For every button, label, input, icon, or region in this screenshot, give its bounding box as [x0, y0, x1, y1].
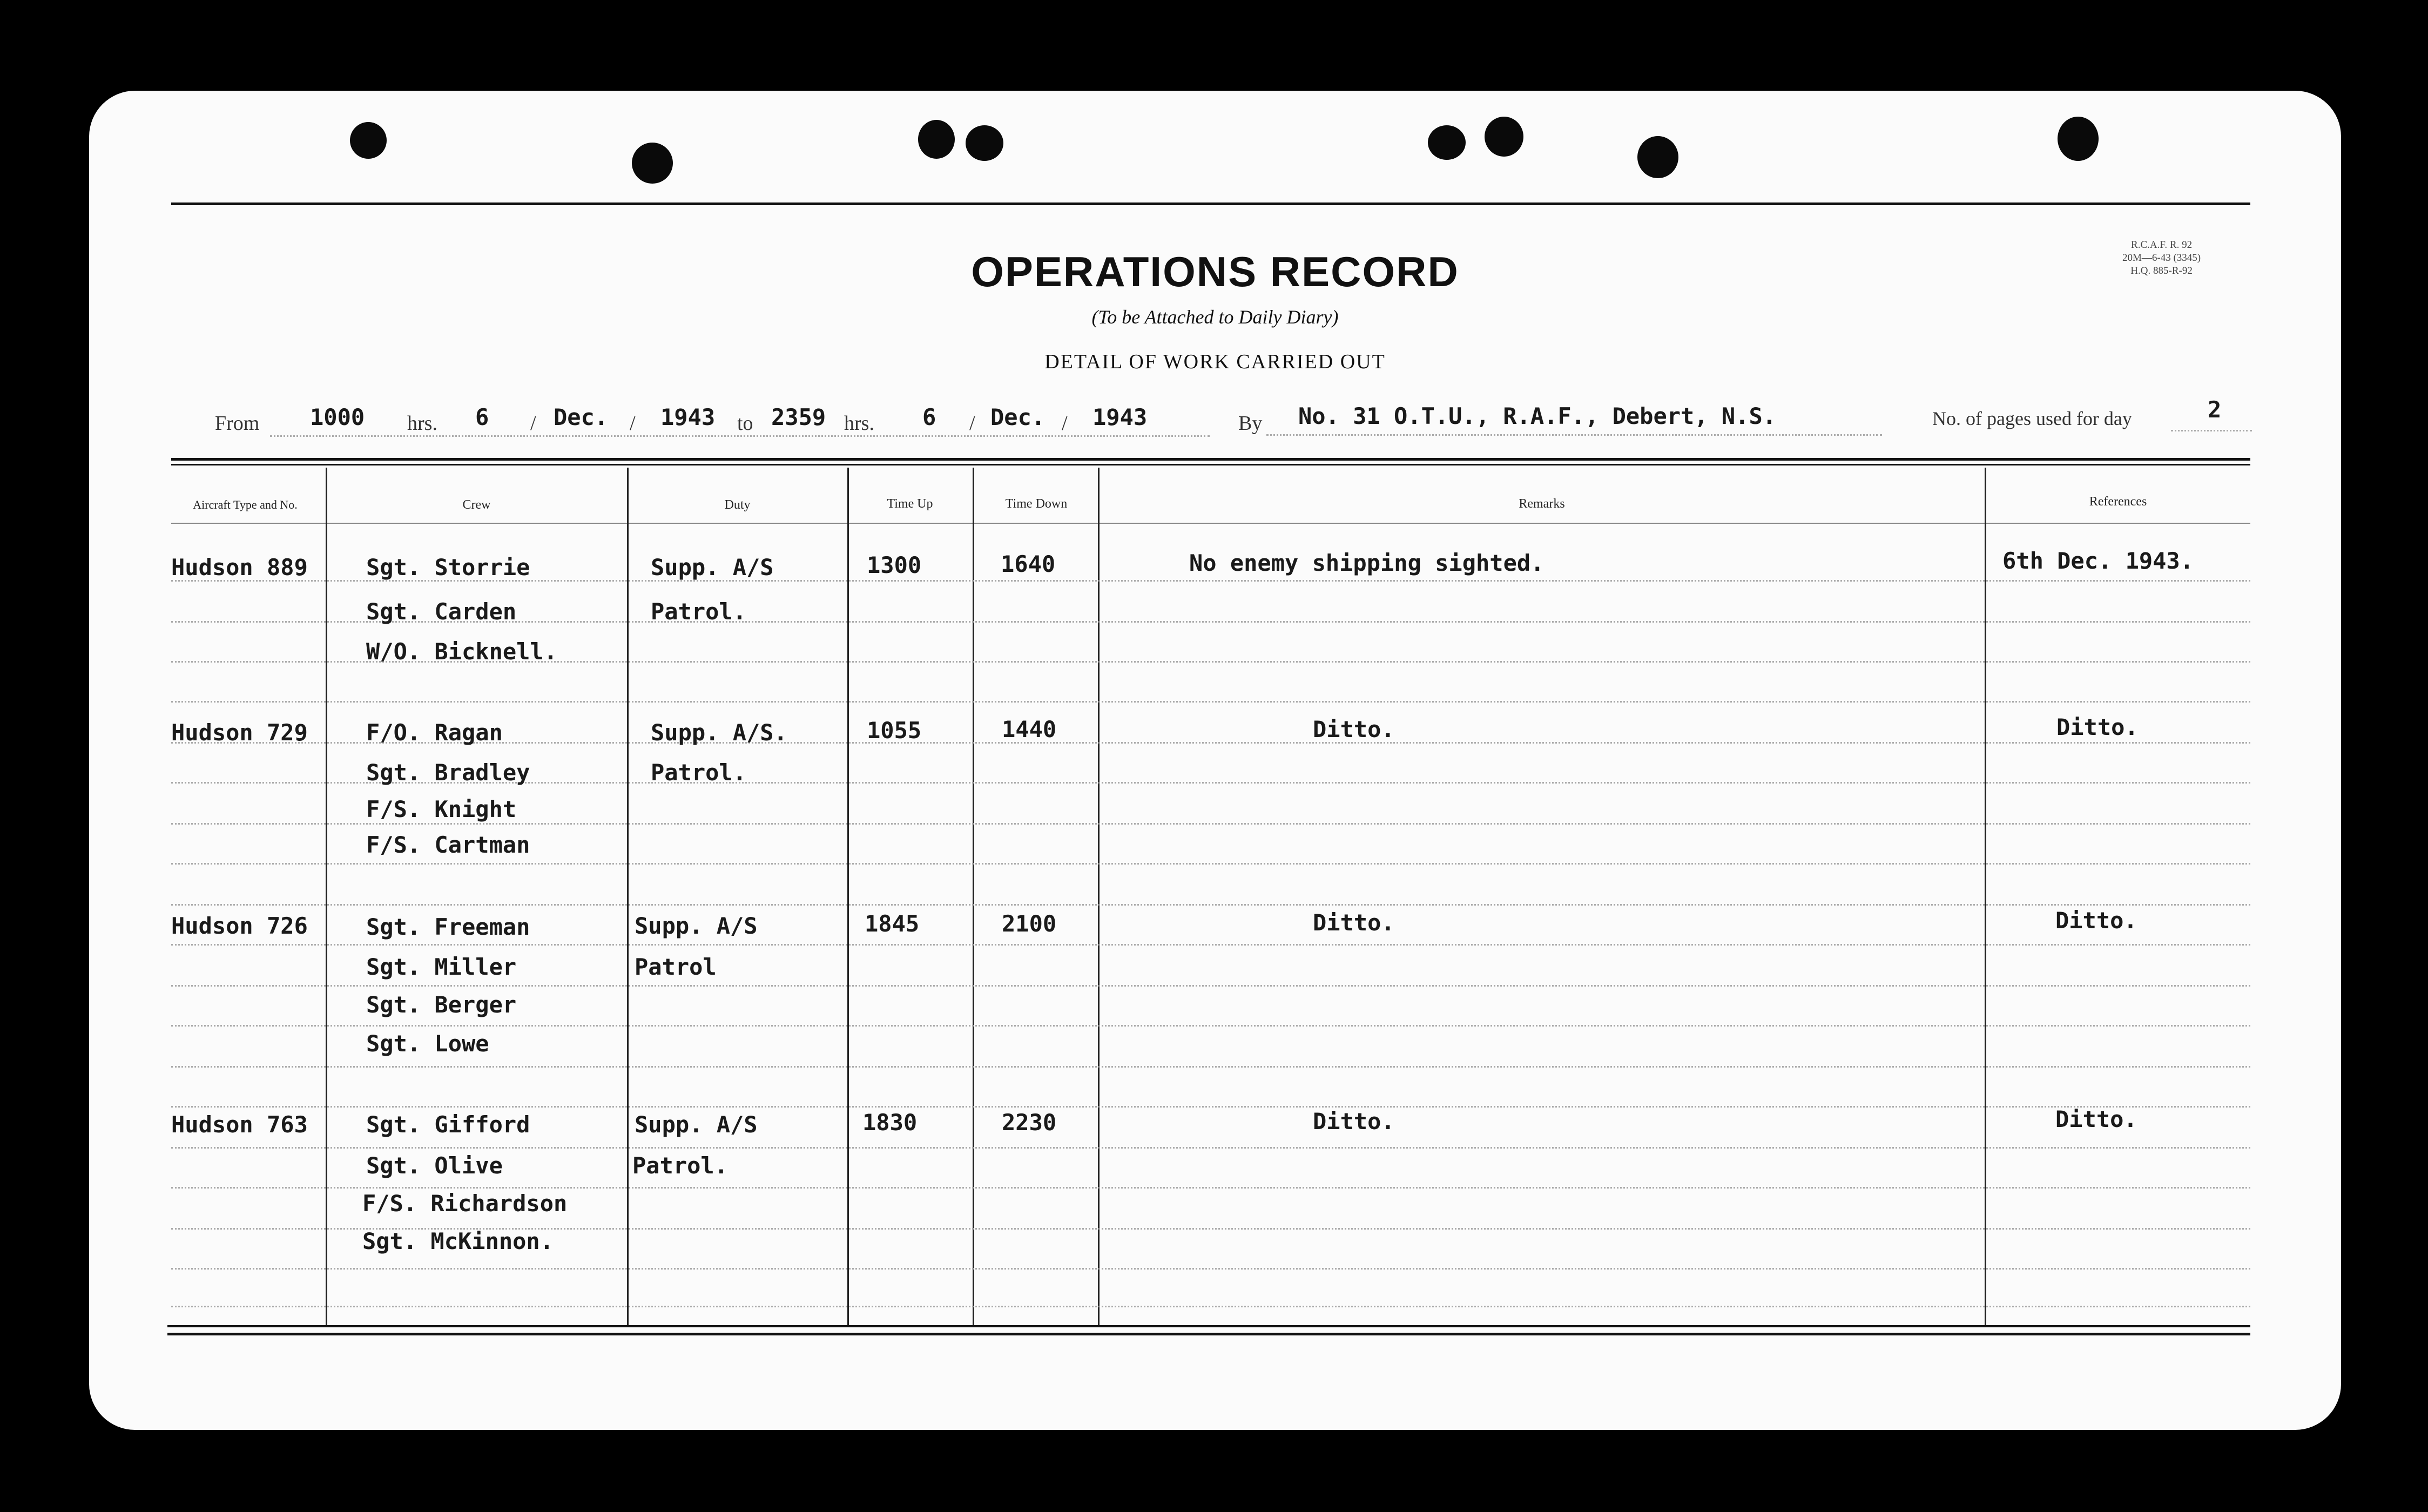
form-code-line: H.Q. 885-R-92	[2130, 265, 2193, 276]
reference-cell: Ditto.	[2055, 907, 2137, 934]
column-divider	[326, 468, 327, 1325]
remarks-cell: Ditto.	[1313, 909, 1395, 936]
pages-label: No. of pages used for day	[1932, 408, 2132, 429]
duty-cell: Patrol	[635, 954, 717, 980]
ledger-line	[171, 823, 2250, 825]
period-underline	[2171, 430, 2252, 431]
time-down-cell: 2230	[1002, 1109, 1057, 1136]
from-year: 1943	[660, 404, 716, 430]
col-header-crew: Crew	[462, 498, 491, 512]
aircraft-cell: Hudson 889	[171, 554, 308, 580]
table-bottom-rule	[167, 1325, 2250, 1327]
crew-cell: Sgt. Gifford	[366, 1111, 530, 1138]
remarks-cell: Ditto.	[1313, 716, 1395, 742]
ledger-line	[171, 1306, 2250, 1307]
reference-cell: Ditto.	[2055, 1106, 2137, 1132]
duty-cell: Patrol.	[632, 1152, 729, 1179]
form-code-line: R.C.A.F. R. 92	[2131, 239, 2193, 251]
to-time: 2359	[771, 404, 826, 430]
period-underline	[270, 435, 1210, 437]
aircraft-cell: Hudson 729	[171, 719, 308, 746]
ledger-line	[171, 1268, 2250, 1270]
form-code-line: 20M—6-43 (3345)	[2122, 252, 2201, 264]
remarks-cell: No enemy shipping sighted.	[1189, 550, 1545, 576]
ledger-line	[171, 1025, 2250, 1027]
remarks-cell: Ditto.	[1313, 1108, 1395, 1135]
slash: /	[1062, 412, 1068, 435]
to-label: to	[737, 412, 753, 435]
crew-cell: Sgt. McKinnon.	[362, 1228, 554, 1254]
ledger-line	[171, 1066, 2250, 1068]
col-header-time-down: Time Down	[1005, 497, 1068, 511]
by-label: By	[1238, 412, 1263, 435]
slash: /	[630, 412, 636, 435]
table-top-rule	[171, 464, 2250, 465]
crew-cell: F/S. Knight	[366, 796, 517, 822]
punch-hole	[632, 143, 673, 184]
col-header-references: References	[2089, 495, 2147, 509]
col-header-aircraft: Aircraft Type and No.	[193, 498, 298, 511]
col-header-remarks: Remarks	[1519, 497, 1565, 511]
duty-cell: Patrol.	[651, 759, 747, 786]
to-day: 6	[922, 404, 936, 430]
reference-cell: Ditto.	[2056, 714, 2139, 740]
column-divider	[1985, 468, 1986, 1325]
punch-hole	[966, 125, 1003, 161]
form-title: OPERATIONS RECORD	[971, 248, 1459, 295]
duty-cell: Supp. A/S	[635, 913, 758, 939]
record-card	[89, 91, 2341, 1430]
duty-cell: Patrol.	[651, 598, 747, 625]
top-rule	[171, 202, 2250, 205]
crew-cell: Sgt. Miller	[366, 954, 517, 980]
time-down-cell: 1640	[1001, 551, 1056, 577]
hrs-label: hrs.	[844, 412, 874, 435]
punch-hole	[350, 122, 387, 159]
crew-cell: Sgt. Storrie	[366, 554, 530, 580]
reference-cell: 6th Dec. 1943.	[2002, 548, 2194, 574]
slash: /	[530, 412, 536, 435]
time-down-cell: 1440	[1002, 716, 1057, 742]
header-divider	[171, 523, 2250, 524]
ledger-line	[171, 863, 2250, 865]
col-header-time-up: Time Up	[887, 497, 933, 511]
time-up-cell: 1830	[862, 1109, 918, 1136]
crew-cell: Sgt. Berger	[366, 991, 517, 1018]
from-label: From	[215, 412, 260, 435]
time-up-cell: 1300	[867, 552, 922, 578]
ledger-line	[171, 701, 2250, 703]
ledger-line	[171, 1147, 2250, 1149]
punch-hole	[1637, 136, 1678, 178]
ledger-line	[171, 904, 2250, 906]
duty-cell: Supp. A/S	[651, 554, 774, 580]
time-up-cell: 1845	[865, 910, 920, 937]
column-divider	[627, 468, 629, 1325]
ledger-line	[171, 1187, 2250, 1189]
crew-cell: Sgt. Carden	[366, 598, 517, 625]
crew-cell: Sgt. Lowe	[366, 1030, 489, 1057]
table-bottom-rule	[167, 1333, 2250, 1335]
period-underline	[1266, 434, 1882, 436]
column-divider	[847, 468, 849, 1325]
col-header-duty: Duty	[724, 498, 751, 512]
crew-cell: Sgt. Bradley	[366, 759, 530, 786]
form-subtitle: (To be Attached to Daily Diary)	[1091, 306, 1339, 328]
punch-hole	[2058, 117, 2099, 161]
crew-cell: F/O. Ragan	[366, 719, 503, 746]
time-up-cell: 1055	[867, 717, 922, 744]
from-month: Dec.	[554, 404, 609, 430]
punch-hole	[1428, 125, 1466, 160]
table-top-rule	[171, 458, 2250, 461]
crew-cell: Sgt. Olive	[366, 1152, 503, 1179]
crew-cell: Sgt. Freeman	[366, 914, 530, 940]
hrs-label: hrs.	[407, 412, 437, 435]
aircraft-cell: Hudson 726	[171, 913, 308, 939]
slash: /	[969, 412, 975, 435]
duty-cell: Supp. A/S	[635, 1111, 758, 1138]
aircraft-cell: Hudson 763	[171, 1111, 308, 1138]
to-month: Dec.	[990, 404, 1046, 430]
from-time: 1000	[310, 404, 365, 430]
detail-heading: DETAIL OF WORK CARRIED OUT	[1044, 350, 1386, 373]
by-unit: No. 31 O.T.U., R.A.F., Debert, N.S.	[1298, 403, 1777, 429]
crew-cell: F/S. Cartman	[366, 832, 530, 858]
ledger-line	[171, 1106, 2250, 1108]
ledger-line	[171, 985, 2250, 987]
time-down-cell: 2100	[1002, 910, 1057, 937]
punch-hole	[1485, 117, 1523, 157]
punch-hole	[918, 120, 955, 159]
ledger-line	[171, 944, 2250, 946]
crew-cell: W/O. Bicknell.	[366, 638, 558, 665]
from-day: 6	[475, 404, 489, 430]
column-divider	[973, 468, 974, 1325]
crew-cell: F/S. Richardson	[362, 1190, 568, 1217]
column-divider	[1098, 468, 1100, 1325]
pages-value: 2	[2208, 396, 2222, 423]
to-year: 1943	[1092, 404, 1148, 430]
duty-cell: Supp. A/S.	[651, 719, 787, 746]
